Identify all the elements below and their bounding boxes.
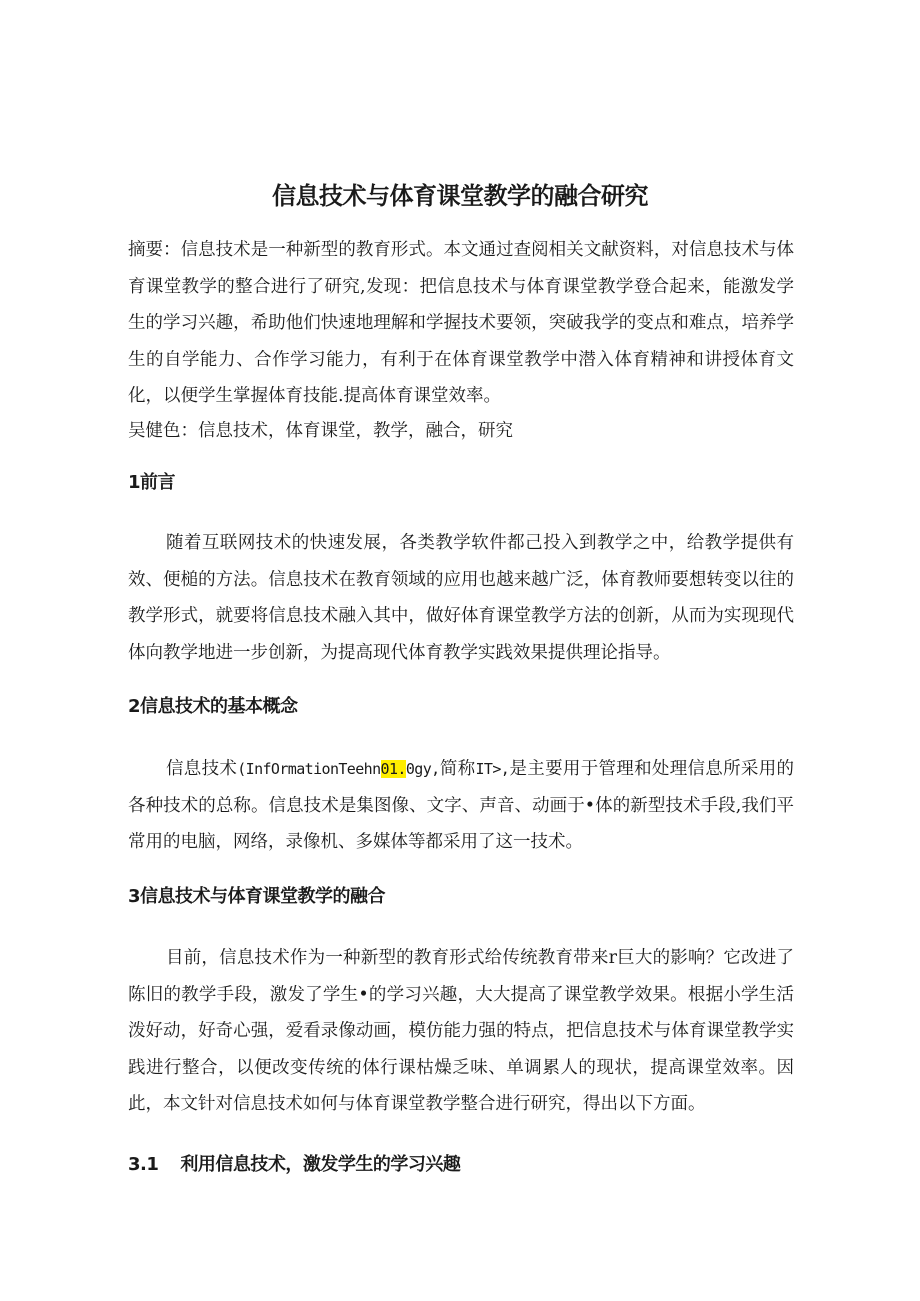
- section-2-term-c: IT>,: [475, 760, 510, 778]
- section-1-heading: [128, 468, 175, 494]
- section-2-paragraph: [128, 751, 794, 861]
- section-3-heading: [128, 882, 385, 908]
- abstract-label: 摘要：: [128, 240, 181, 260]
- section-3-1-number: 3.1: [128, 1154, 159, 1175]
- abstract-text: 信息技术是一种新型的教育形式。本文通过查阅相关文献资料，对信息技术与体育课堂教学的整合进行了研究,发现：把信息技术与体育课堂教学登合起来，能激发学生的学习兴趣，希助他们快速地理解和学握技术要领，突破我学的变点和难点，培养学生的自学能力、合作学习能力，有利于在体育课堂教学中潜入体育精神和讲授体育文化，以便学生掌握体育技能.提高体育课堂效率。: [128, 240, 795, 406]
- section-1-number: 1: [128, 472, 141, 493]
- highlighted-term: 01.: [380, 760, 406, 778]
- section-2-term-a: (InfOrmationTeehn: [237, 760, 381, 778]
- section-2-text-mid: 简称: [439, 759, 476, 779]
- section-2-heading: [128, 692, 298, 718]
- keywords-label: 吴健色：: [128, 421, 198, 441]
- section-3-title: 信息技术与体育课堂教学的融合: [140, 886, 386, 907]
- keywords-text: 信息技术，体育课堂，教学，融合，研究: [198, 421, 513, 441]
- section-3-paragraph: 目前，信息技术作为一种新型的教育形式给传统教育带来r巨大的影响？它改进了陈旧的教学手段，激发了学生•的学习兴趣，大大提高了课堂教学效果。根据小学生活泼好动，好奇心强，爱看录像动画，模仿能力强的特点，把信息技术与体育课堂教学实践进行整合，以便改变传统的体行课枯燥乏味、单调累人的现状，提高课堂效率。因此，本文针对信息技术如何与体育课堂教学整合进行研究，得出以下方面。: [128, 948, 794, 1114]
- section-2-text-end: 是主要用于管理和处理信息所采用的各种技术的总称。信息技术是集图像、文字、声音、动画于•体的新型技术手段,我们平常用的电脑，网络，录像机、多媒体等都采用了这一技术。: [128, 759, 795, 852]
- keywords-line: [128, 417, 513, 442]
- section-3-number: 3: [128, 886, 141, 907]
- section-3-1-heading: [128, 1150, 460, 1176]
- section-2-number: 2: [128, 696, 141, 717]
- section-3-1-title: 利用信息技术，激发学生的学习兴趣: [180, 1154, 461, 1175]
- section-1-paragraph: 随着互联网技术的快速发展，各类教学软件都己投入到教学之中，给教学提供有效、便槌的方法。信息技术在教育领域的应用也越来越广泛，体育教师要想转变以往的教学形式，就要将信息技术融入其中，做好体育课堂教学方法的创新，从而为实现现代体向教学地进一步创新，为提高现代体育教学实践效果提供理论指导。: [128, 533, 794, 663]
- section-1-title: 前言: [140, 472, 176, 493]
- abstract-paragraph: [128, 232, 794, 415]
- document-title: 信息技术与体育课堂教学的融合研究: [272, 182, 648, 210]
- section-2-text-start: 信息技术: [166, 759, 238, 779]
- section-2-title: 信息技术的基本概念: [140, 696, 298, 717]
- section-2-term-b: 0gy,: [405, 760, 440, 778]
